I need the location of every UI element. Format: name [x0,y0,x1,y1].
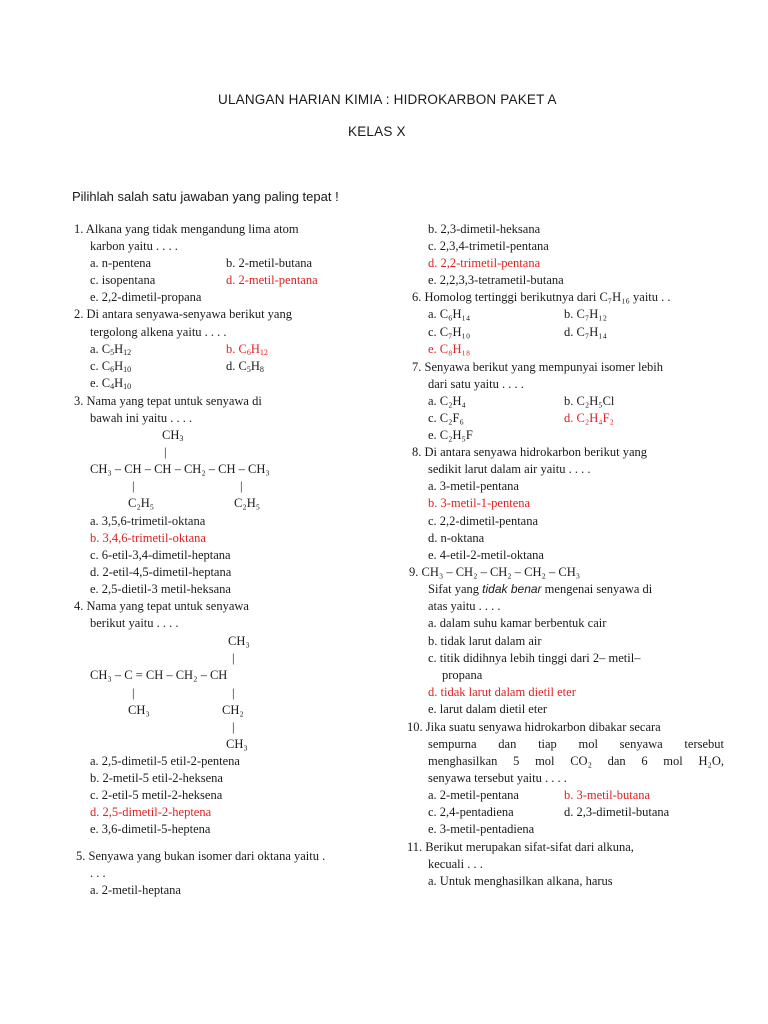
structure-3-ch3: $CH_3$ [162,428,184,443]
question-7-option-a: a. C₂H₄ [428,394,466,408]
question-6-option-e: e. C₈H₁₈ [428,342,471,356]
question-4-option-c: c. 2-etil-5 metil-2-heksena [90,788,223,802]
question-7-stem-cont: dari satu yaitu . . . . [428,377,524,391]
question-2-option-d: d. $C_5H_8$ [226,359,264,374]
question-5-option-d: d. 2,2-trimetil-pentana [428,256,541,270]
class-label: KELAS X [348,124,406,139]
instruction-text: Pilihlah salah satu jawaban yang paling tepat ! [72,189,339,204]
question-5-stem: 5. Senyawa yang bukan isomer dari oktana yaitu . [76,849,326,863]
question-5-option-e: e. 2,2,3,3-tetrametil-butana [428,273,564,287]
structure-4-main-chain: CH₃ – C = CH – CH₂ – CH [90,668,228,682]
question-6-option-a: a. C₆H₁₄ [428,307,471,321]
question-9-option-b: b. tidak larut dalam air [428,634,542,648]
structure-4-bond-top: | [232,651,235,665]
question-1-stem-cont: karbon yaitu . . . . [90,239,178,253]
question-10-stem: 10. Jika suatu senyawa hidrokarbon dibakar secara [407,720,661,734]
question-6-option-c: c. C₇H₁₀ [428,325,471,339]
question-7-option-c: c. C₂F₆ [428,411,464,425]
question-8-stem: 8. Di antara senyawa hidrokarbon berikut yang [412,445,647,459]
question-7-option-d: d. C₂H₄F₂ [564,411,614,425]
question-9-option-e: e. larut dalam dietil eter [428,702,548,716]
question-3-option-a: a. 3,5,6-trimetil-oktana [90,514,206,528]
question-4-option-a: a. 2,5-dimetil-5 etil-2-pentena [90,754,240,768]
question-9-stem: 9. CH₃ – CH₂ – CH₂ – CH₂ – CH₃ [409,565,581,579]
question-5-option-b: b. 2,3-dimetil-heksana [428,222,541,236]
question-9-option-d: d. tidak larut dalam dietil eter [428,685,576,699]
structure-3-ethyl-right: C₂H₅ [234,496,261,510]
question-2-option-c: c. $C_6H_{10}$ [90,359,132,374]
question-2-stem: 2. Di antara senyawa-senyawa berikut yang [74,307,292,321]
question-1-option-b: b. 2-metil-butana [226,256,313,270]
question-1-option-d: d. 2-metil-pentana [226,273,318,287]
structure-4-ch2: CH₂ [222,703,244,717]
question-8-option-e: e. 4-etil-2-metil-oktana [428,548,544,562]
structure-4-ch3-left: CH₃ [128,703,150,717]
emphasis-text: tidak benar [482,582,542,596]
question-1-stem: 1. Alkana yang tidak mengandung lima atom [74,222,299,236]
question-10-stem-cont: sempurna dan tiap mol senyawa tersebut [428,737,724,751]
question-4-stem: 4. Nama yang tepat untuk senyawa [74,599,249,613]
question-10-option-a: a. 2-metil-pentana [428,788,519,802]
question-10-option-d: d. 2,3-dimetil-butana [564,805,670,819]
structure-4-bond-bottom: | [232,720,235,734]
question-11-option-a: a. Untuk menghasilkan alkana, harus [428,874,613,888]
question-3-stem-cont: bawah ini yaitu . . . . [90,411,193,425]
question-8-stem-cont: sedikit larut dalam air yaitu . . . . [428,462,591,476]
structure-4-bond-right: | [232,686,235,700]
structure-4-bond-left: | [132,686,135,700]
question-9-option-c-cont: propana [442,668,483,682]
question-2-stem-cont: tergolong alkena yaitu . . . . [90,325,227,339]
structure-4-ch3-top: CH₃ [228,634,250,648]
question-2-option-b: b. $C_6H_{12}$ [226,342,268,357]
question-3-stem: 3. Nama yang tepat untuk senyawa di [74,394,262,408]
question-5-option-a: a. 2-metil-heptana [90,883,181,897]
structure-3-ethyl-left: C₂H₅ [128,496,155,510]
question-9-option-a: a. dalam suhu kamar berbentuk cair [428,616,607,630]
question-8-option-c: c. 2,2-dimetil-pentana [428,514,539,528]
question-3-option-b: b. 3,4,6-trimetil-oktana [90,531,206,545]
question-10-stem-cont-2: menghasilkan 5 mol CO₂ dan 6 mol H₂O, [428,754,724,768]
structure-3-bond-left: | [132,479,135,493]
question-6-option-b: b. C₇H₁₂ [564,307,607,321]
question-6-option-d: d. C₇H₁₄ [564,325,607,339]
question-5-option-c: c. 2,3,4-trimetil-pentana [428,239,549,253]
question-6-stem: 6. Homolog tertinggi berikutnya dari C₇H₁₆ yaitu . . [412,290,671,304]
question-4-option-b: b. 2-metil-5 etil-2-heksena [90,771,223,785]
question-9-stem-cont-2: atas yaitu . . . . [428,599,501,613]
question-10-option-b: b. 3-metil-butana [564,788,651,802]
question-11-stem: 11. Berikut merupakan sifat-sifat dari alkuna, [407,840,634,854]
question-8-option-a: a. 3-metil-pentana [428,479,519,493]
question-7-option-e: e. C₂H₅F [428,428,473,442]
question-11-stem-cont: kecuali . . . [428,857,483,871]
question-2-option-a: a. $C_5H_{12}$ [90,342,132,357]
question-10-option-e: e. 3-metil-pentadiena [428,822,535,836]
question-1-option-c: c. isopentana [90,273,156,287]
question-4-option-d: d. 2,5-dimetil-2-heptena [90,805,212,819]
question-8-option-d: d. n-oktana [428,531,485,545]
question-4-stem-cont: berikut yaitu . . . . [90,616,179,630]
question-10-stem-cont-3: senyawa tersebut yaitu . . . . [428,771,567,785]
question-8-option-b: b. 3-metil-1-pentena [428,496,531,510]
structure-3-bond-right: | [240,479,243,493]
question-3-option-e: e. 2,5-dietil-3 metil-heksana [90,582,231,596]
question-2-option-e: e. $C_4H_{10}$ [90,376,132,391]
question-9-option-c: c. titik didihnya lebih tinggi dari 2– metil– [428,651,641,665]
question-4-option-e: e. 3,6-dimetil-5-heptena [90,822,211,836]
question-3-option-c: c. 6-etil-3,4-dimetil-heptana [90,548,231,562]
question-7-option-b: b. C₂H₅Cl [564,394,615,408]
question-5-stem-cont: . . . [90,866,106,880]
structure-3-main-chain: CH₃ – CH – CH – CH₂ – CH – CH₃ [90,462,270,476]
question-9-stem-cont: Sifat yang tidak benar mengenai senyawa di [428,582,653,596]
page-title: ULANGAN HARIAN KIMIA : HIDROKARBON PAKET A [218,92,557,107]
question-1-option-e: e. 2,2-dimetil-propana [90,290,202,304]
question-7-stem: 7. Senyawa berikut yang mempunyai isomer lebih [412,360,663,374]
question-10-option-c: c. 2,4-pentadiena [428,805,514,819]
question-3-option-d: d. 2-etil-4,5-dimetil-heptana [90,565,232,579]
structure-3-bond: | [164,445,167,459]
structure-4-ch3-bottom: CH₃ [226,737,248,751]
question-1-option-a: a. n-pentena [90,256,152,270]
